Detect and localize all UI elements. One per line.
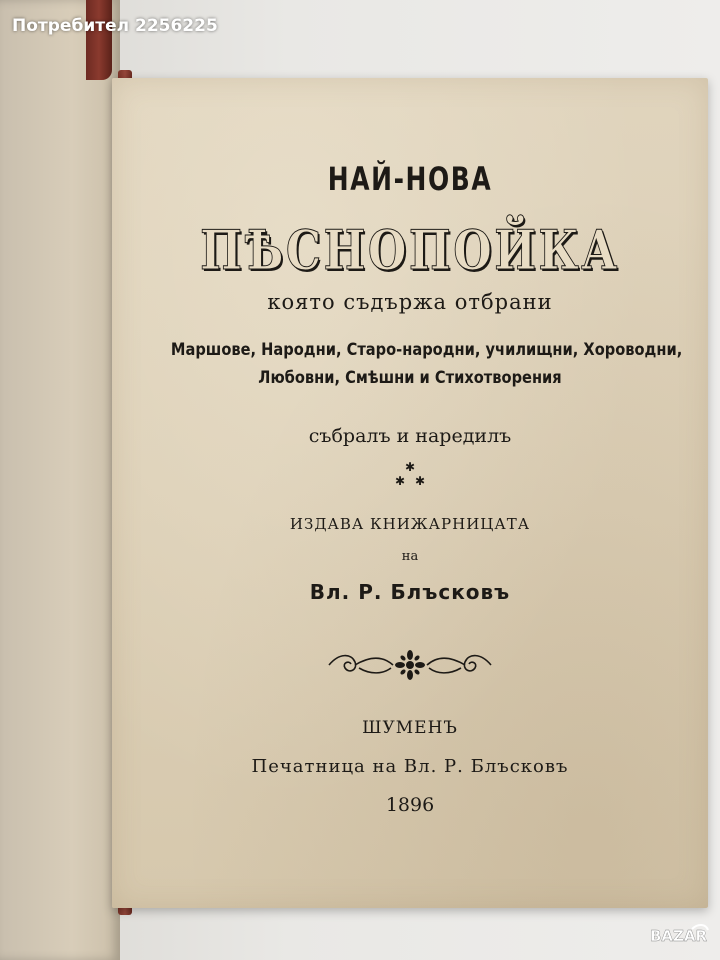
user-caption: Потребител 2256225 — [12, 16, 218, 36]
book-spine — [86, 0, 112, 80]
publication-year: 1896 — [385, 794, 435, 816]
genres-line-1: Маршове, Народни, Старо-народни, училищни, Хороводни, — [170, 340, 683, 360]
printing-house: Печатница на Вл. Р. Блъсковъ — [251, 756, 569, 777]
publisher-name: Вл. Р. Блъсковъ — [309, 580, 511, 604]
ornament-icon — [325, 648, 495, 682]
compiled-by: събралъ и наредилъ — [308, 425, 512, 447]
asterism-icon: ✱ ✱ ✱ — [395, 460, 426, 488]
title-page — [112, 78, 708, 908]
title-line-top: НАЙ-НОВА — [327, 160, 493, 198]
preposition-na: на — [401, 549, 419, 564]
city: ШУМЕНЪ — [362, 718, 458, 738]
svg-text:BAZAR: BAZAR — [650, 927, 708, 945]
left-page — [0, 0, 120, 960]
bazar-logo-icon — [648, 920, 710, 950]
title-page-content — [112, 78, 708, 908]
genres-line-2: Любовни, Смѣшни и Стихотворения — [258, 368, 562, 388]
main-title: ПѢСНОПОЙКА — [200, 218, 620, 282]
subtitle: която съдържа отбрани — [267, 290, 553, 314]
publisher-line: ИЗДАВА КНИЖАРНИЦАТА — [289, 515, 531, 533]
